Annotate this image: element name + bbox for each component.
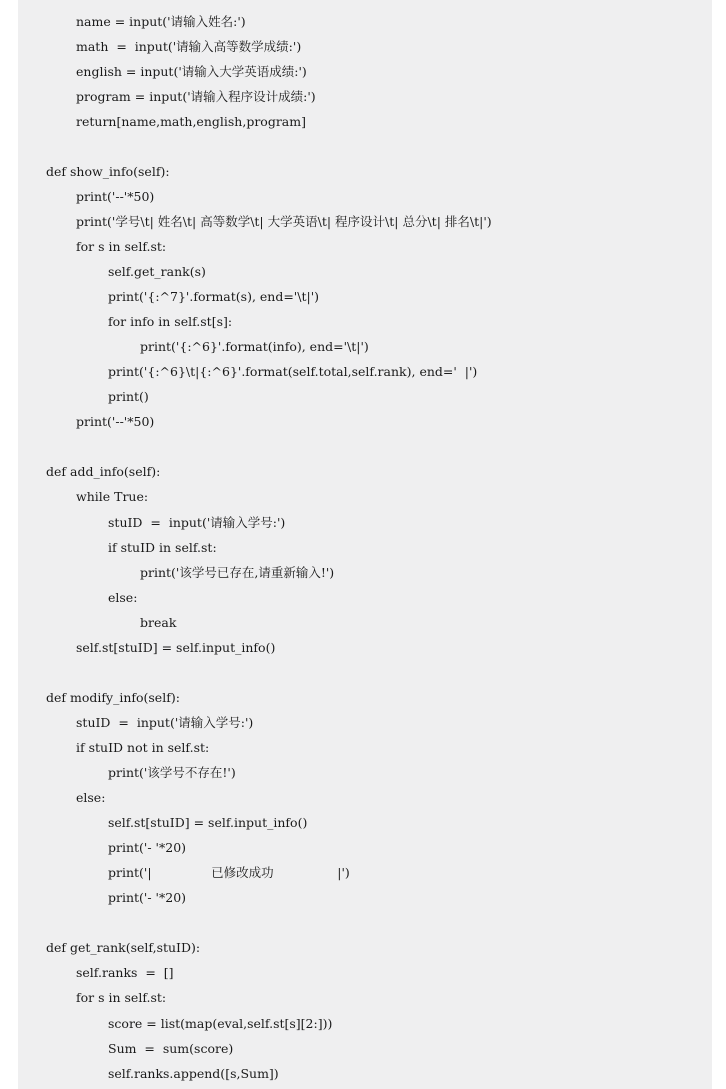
code-line: program = input('请输入程序设计成绩:') (76, 88, 316, 104)
code-line: stuID = input('请输入学号:') (108, 514, 286, 530)
code-line: print('| 已修改成功 |') (108, 865, 350, 881)
code-line: score = list(map(eval,self.st[s][2:])) (108, 1015, 333, 1031)
code-line: self.get_rank(s) (108, 264, 206, 279)
code-line: print('- '*20) (108, 840, 187, 856)
code-line: for s in self.st: (76, 990, 167, 1006)
code-line: for s in self.st: (76, 238, 167, 254)
code-line: else: (76, 790, 106, 806)
code-line: def get_rank(self,stuID): (46, 940, 201, 956)
code-line: break (140, 614, 177, 630)
code-line: def modify_info(self): (46, 689, 180, 705)
code-line: print('学号\t| 姓名\t| 高等数学\t| 大学英语\t| 程序设计\t| 总分\t| 排名\t|') (76, 213, 492, 229)
code-line: if stuID not in self.st: (76, 739, 210, 755)
code-line: def show_info(self): (46, 163, 170, 179)
code-line: print() (108, 389, 149, 405)
code-line: print('该学号已存在,请重新输入!') (140, 564, 335, 580)
code-line: else: (108, 589, 138, 605)
code-line: print('--'*50) (76, 188, 155, 204)
code-line: math = input('请输入高等数学成绩:') (76, 38, 302, 54)
code-line: def add_info(self): (46, 464, 161, 480)
code-line: print('{:^6}'.format(info), end='\t|') (140, 339, 369, 355)
code-listing (18, 0, 712, 1089)
code-line: name = input('请输入姓名:') (76, 13, 246, 29)
code-line: print('{:^6}\t|{:^6}'.format(self.total,self.rank), end=' |') (108, 364, 478, 380)
code-line: print('--'*50) (76, 414, 155, 430)
code-line: if stuID in self.st: (108, 539, 217, 555)
code-line: for info in self.st[s]: (108, 314, 233, 330)
code-line: while True: (76, 489, 149, 505)
code-line: Sum = sum(score) (108, 1040, 234, 1056)
code-line: english = input('请输入大学英语成绩:') (76, 63, 307, 79)
code-line: self.st[stuID] = self.input_info() (76, 639, 276, 655)
code-line: stuID = input('请输入学号:') (76, 714, 254, 730)
code-line: self.ranks = [] (76, 965, 174, 981)
code-line: self.st[stuID] = self.input_info() (108, 815, 308, 831)
code-line: return[name,math,english,program] (76, 113, 306, 129)
code-line: print('该学号不存在!') (108, 765, 236, 780)
code-line: print('{:^7}'.format(s), end='\t|') (108, 289, 320, 305)
code-line: self.ranks.append([s,Sum]) (108, 1065, 279, 1081)
code-line: print('- '*20) (108, 890, 187, 906)
